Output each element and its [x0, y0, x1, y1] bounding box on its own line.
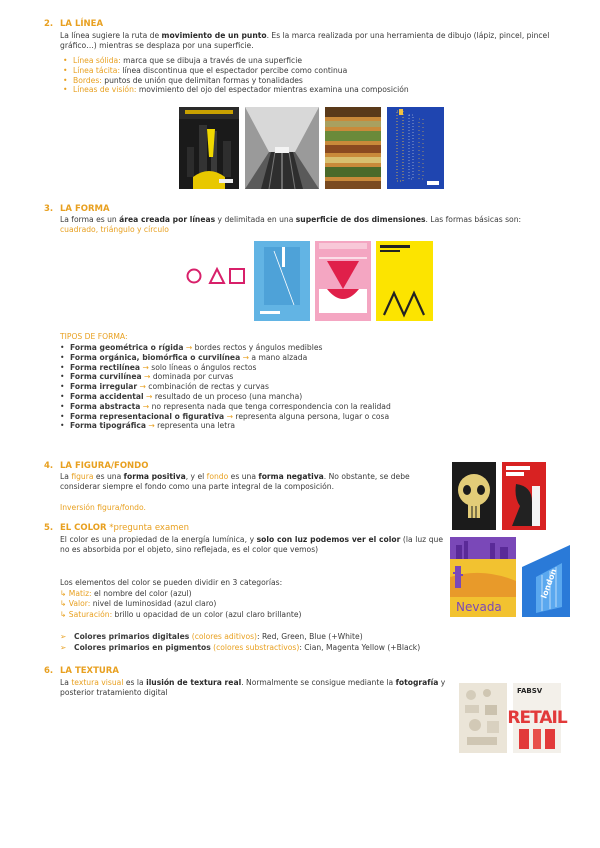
section-number: 2.: [44, 19, 54, 29]
section-title-forma: 3. LA FORMA: [44, 204, 110, 214]
section-title-linea: [44, 19, 103, 29]
basic-shapes-icon: [186, 266, 248, 286]
forma-paragraph: La forma es un área creada por líneas y delimitada en una superficie de dos dimensiones. Las formas básicas son: cuadrado, triángulo y círculo: [60, 215, 522, 235]
list-item: • Forma tipográfica → representa una letra: [60, 421, 560, 431]
list-item: • Línea tácita: línea discontinua que el espectador percibe como continua: [63, 66, 553, 76]
poster-image-london: [522, 537, 570, 617]
list-item: ↳ Valor: nivel de luminosidad (azul claro): [60, 599, 217, 609]
list-item: • Forma abstracta → no representa nada que tenga correspondencia con la realidad: [60, 402, 560, 412]
list-item: ➢ Colores primarios digitales (colores aditivos): Red, Green, Blue (+White): [60, 631, 560, 642]
linea-paragraph: La línea sugiere la ruta de movimiento de un punto. Es la marca realizada por una herramienta de dibujo (lápiz, pincel, pincel gráfico…) mientras se desplaza por una superficie.: [60, 31, 550, 51]
london-text: london: [539, 567, 559, 600]
list-item: ↳ Matiz: el nombre del color (azul): [60, 589, 192, 598]
textura-paragraph: La textura visual es la ilusión de textura real. Normalmente se consigue mediante la fotografía y posterior tratamiento digital: [60, 678, 446, 698]
list-item: • Forma irregular → combinación de rectas y curvas: [60, 382, 560, 392]
section-title-figura: 4. LA FIGURA/FONDO: [44, 461, 149, 471]
poster-image-retail: [507, 683, 567, 753]
list-item: • Bordes: puntos de unión que delimitan formas y tonalidades: [63, 76, 553, 86]
poster-image-red-figure: [502, 462, 546, 530]
poster-image-escalator: [245, 107, 319, 189]
color-categories-list: [60, 589, 450, 620]
poster-image-pink-triangle: [315, 241, 371, 321]
list-item: • Líneas de visión: movimiento del ojo del espectador mientras examina una composición: [63, 85, 553, 95]
primary-colors-list: [60, 631, 560, 653]
list-item: ➢ Colores primarios en pigmentos (colores substractivos): Cian, Magenta Yellow (+Black): [60, 642, 560, 653]
list-item: • Forma rectilínea → solo líneas o ángulos rectos: [60, 363, 560, 373]
poster-image-paper-texture: [459, 683, 507, 753]
poster-image-blue-lines: [387, 107, 444, 189]
color-paragraph: El color es una propiedad de la energía lumínica, y solo con luz podemos ver el color (la luz que no es absorbida por el objeto, sino reflejada, es el color que vemos): [60, 535, 444, 555]
poster-image-nevada: [450, 537, 516, 617]
fabsv-text: FABSV: [517, 687, 543, 695]
figura-paragraph: La figura es una forma positiva, y el fondo es una forma negativa. No obstante, se debe considerar siempre el fondo como una parte integral de la composición.: [60, 472, 410, 492]
list-item: • Forma geométrica o rígida → bordes rectos y ángulos medibles: [60, 343, 560, 353]
exam-note: *pregunta examen: [106, 523, 190, 533]
poster-image-blue-shapes: [254, 241, 310, 321]
tipos-forma-heading: TIPOS DE FORMA:: [60, 332, 128, 341]
inversion-label: Inversión figura/fondo.: [60, 503, 146, 512]
list-item: • Forma orgánica, biomórfica o curvilínea → a mano alzada: [60, 353, 560, 363]
poster-image-yellow-m: [376, 241, 433, 321]
poster-image-city: [179, 107, 239, 189]
poster-image-skull: [452, 462, 496, 530]
section-title-textura: 6. LA TEXTURA: [44, 666, 119, 676]
color-categories-intro: Los elementos del color se pueden dividir en 3 categorías:: [60, 578, 283, 587]
retail-text: RETAIL: [507, 708, 567, 728]
list-item: ↳ Saturación: brillo u opacidad de un color (azul claro brillante): [60, 609, 302, 619]
list-item: • Forma representacional o figurativa → representa alguna persona, lugar o cosa: [60, 412, 560, 422]
section-title-color: 5. EL COLOR *pregunta examen: [44, 523, 190, 533]
list-item: • Forma curvilínea → dominada por curvas: [60, 372, 560, 382]
nevada-text: Nevada: [456, 600, 502, 614]
poster-image-stripes: [325, 107, 381, 189]
tipos-forma-list: [60, 343, 560, 431]
linea-list: [63, 56, 553, 95]
list-item: • Forma accidental → resultado de un proceso (una mancha): [60, 392, 560, 402]
list-item: • Línea sólida: marca que se dibuja a través de una superficie: [63, 56, 553, 66]
section-title-text: LA LÍNEA: [60, 19, 104, 29]
